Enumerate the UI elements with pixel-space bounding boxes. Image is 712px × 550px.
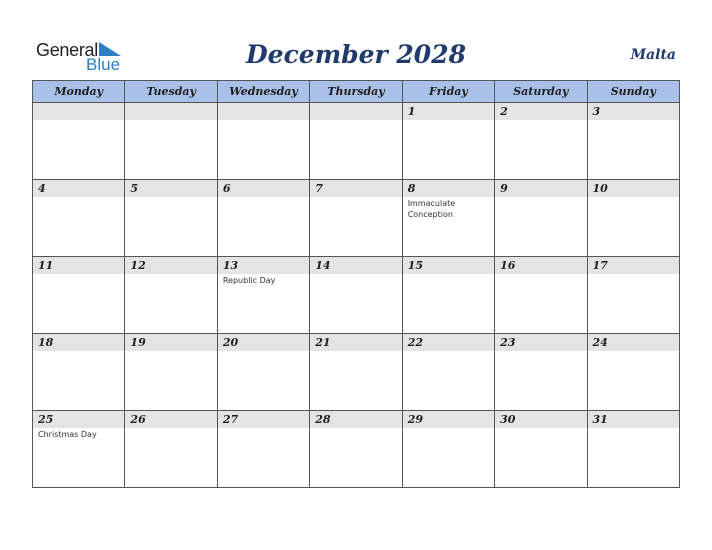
day-cell [495,257,587,334]
day-cell [495,334,587,411]
day-cell [587,411,679,488]
day-number: 1 [403,103,494,120]
day-cell [495,411,587,488]
day-number [218,103,309,120]
day-cell [587,180,679,257]
day-cell [217,180,309,257]
holiday-label [588,274,679,275]
day-cell [587,257,679,334]
day-cell [310,411,402,488]
calendar-body [33,103,680,488]
day-number: 24 [588,334,679,351]
holiday-label [403,274,494,275]
day-cell [33,257,125,334]
holiday-label [403,351,494,352]
day-number: 21 [310,334,401,351]
day-cell [33,334,125,411]
day-cell [495,180,587,257]
day-number: 31 [588,411,679,428]
day-cell [125,180,217,257]
holiday-label: Republic Day [222,276,276,285]
day-number: 20 [218,334,309,351]
day-number: 14 [310,257,401,274]
holiday-label [125,428,216,429]
logo-text-blue: Blue [86,55,121,74]
holiday-label [588,197,679,198]
holiday-label [33,274,124,275]
day-cell [310,103,402,180]
holiday-label [403,120,494,121]
day-cell [33,411,125,488]
holiday-label [495,428,586,429]
holiday-label [33,120,124,121]
day-number: 12 [125,257,216,274]
week-row [33,103,680,180]
day-number: 19 [125,334,216,351]
holiday-label [310,274,401,275]
day-cell [217,334,309,411]
day-number: 9 [495,180,586,197]
holiday-label [310,351,401,352]
holiday-label [218,120,309,121]
holiday-label [33,197,124,198]
day-number: 28 [310,411,401,428]
weekday-header: Tuesday [125,81,217,103]
day-number: 5 [125,180,216,197]
day-number [310,103,401,120]
day-cell [402,411,494,488]
holiday-label [218,351,309,352]
day-cell [587,103,679,180]
day-number: 25 [33,411,124,428]
weekday-header: Saturday [495,81,587,103]
holiday-label [588,428,679,429]
day-cell [33,103,125,180]
day-number: 7 [310,180,401,197]
day-cell [217,103,309,180]
holiday-label [33,351,124,352]
holiday-label [310,428,401,429]
weekday-header: Wednesday [217,81,309,103]
day-cell [402,103,494,180]
week-row [33,257,680,334]
holiday-label [310,120,401,121]
day-cell [125,103,217,180]
day-cell [402,180,494,257]
day-cell [310,180,402,257]
day-number: 8 [403,180,494,197]
day-cell [310,257,402,334]
holiday-label: Christmas Day [38,430,97,439]
weekday-header: Thursday [310,81,402,103]
week-row [33,334,680,411]
day-cell [402,257,494,334]
calendar-title: December 2028 [245,40,466,69]
holiday-label [125,274,216,275]
day-cell [33,180,125,257]
weekday-header: Sunday [587,81,679,103]
day-number: 23 [495,334,586,351]
holiday-label [218,197,309,198]
day-cell [125,334,217,411]
day-number: 29 [403,411,494,428]
holiday-label [125,120,216,121]
logo-text-general: General [36,40,98,60]
day-cell [125,257,217,334]
holiday-label [588,120,679,121]
calendar-grid [32,80,680,488]
day-number: 16 [495,257,586,274]
holiday-label: Immaculate Conception [407,199,456,219]
holiday-label [125,197,216,198]
day-number [33,103,124,120]
holiday-label [495,120,586,121]
day-number: 15 [403,257,494,274]
holiday-label [125,351,216,352]
day-number [125,103,216,120]
holiday-label [310,197,401,198]
week-row [33,180,680,257]
holiday-label [495,274,586,275]
day-cell [217,257,309,334]
day-number: 30 [495,411,586,428]
day-cell [587,334,679,411]
country-label: Malta [630,47,676,63]
holiday-label [218,428,309,429]
day-number: 4 [33,180,124,197]
day-number: 27 [218,411,309,428]
day-cell [310,334,402,411]
day-number: 18 [33,334,124,351]
day-number: 3 [588,103,679,120]
day-number: 22 [403,334,494,351]
week-row [33,411,680,488]
holiday-label [495,351,586,352]
holiday-label [495,197,586,198]
day-cell [125,411,217,488]
holiday-label [588,351,679,352]
day-number: 11 [33,257,124,274]
weekday-header: Monday [33,81,125,103]
weekday-header-row [33,81,680,103]
holiday-label [403,428,494,429]
day-cell [495,103,587,180]
day-number: 17 [588,257,679,274]
day-number: 10 [588,180,679,197]
day-number: 6 [218,180,309,197]
day-number: 26 [125,411,216,428]
day-cell [217,411,309,488]
day-number: 13 [218,257,309,274]
weekday-header: Friday [402,81,494,103]
day-number: 2 [495,103,586,120]
day-cell [402,334,494,411]
